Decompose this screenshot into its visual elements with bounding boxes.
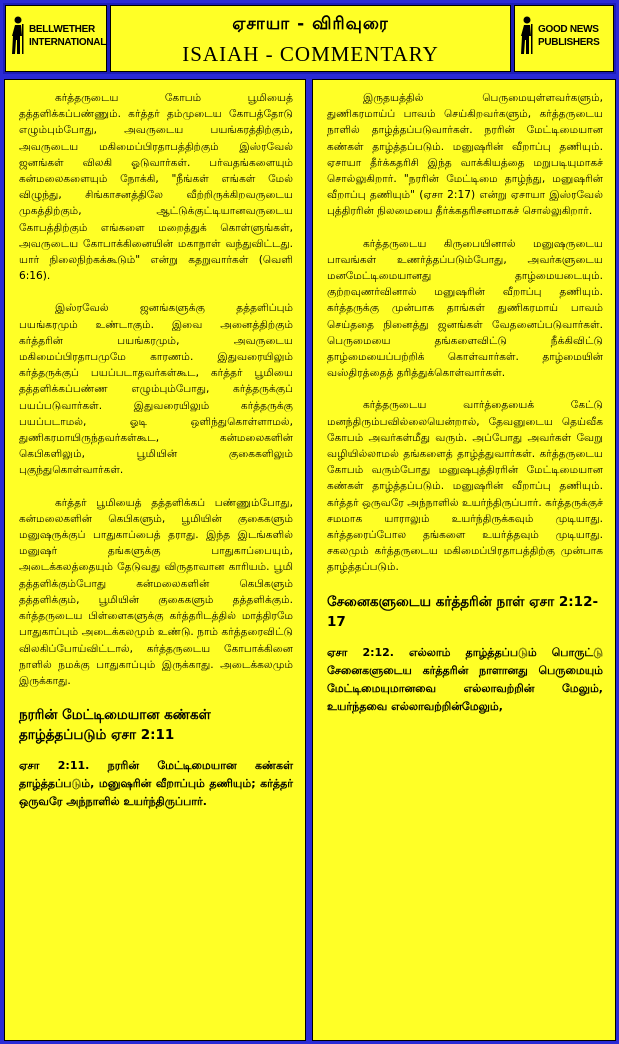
right-paragraph-2: கர்த்தருடைய கிருபையினால் மனுஷருடைய பாவங்கள் உணர்த்தப்படும்போது, அவர்களுடைய மனமேட்டிமையானது தாழ்மையடையும். குற்றவுணர்வினால் மனுஷரின் வீறாப்பு தணியும். கர்த்தருக்கு முன்பாக தாங்கள் துணிகரமாய் பாவம் செய்ததை நினைத்து ஜனங்கள் வேதனைப்படுவார்கள். பெருமையை தங்களைவிட்டு நீக்கிவிட்டு தாழ்மையைப்பற்றிக் கொள்வார்கள். தாழ்மையின் வஸ்திரத்தைத் தரித்துக்கொள்வார்கள். (327, 237, 603, 380)
left-paragraph-3: கர்த்தர் பூமியைத் தத்தளிக்கப் பண்ணும்போது, கன்மலைகளின் கெபிகளும், பூமியின் குகைகளும் மனுஷருக்குப் பாதுகாப்பைத் தராது. இந்த இடங்களில் மனுஷர் தங்களுக்கு பாதுகாப்பையும், அடைக்கலத்தையும் தேடுவது விருதாவான காரியம். பூமி தத்தளிக்கும்போது கன்மலைகளின் கெபிகளும் தத்தளிக்கும், பூமியின் குகைகளும் தத்தளிக்கும். கர்த்தருடைய பிள்ளைகளுக்கு கர்த்தரிடத்தில் மாத்திரமே பாதுகாப்பும் அடைக்கலமும் உண்டு. நாம் கர்த்தரைவிட்டு விலகிப்போய்விட்டால், கர்த்தருடைய கோபாக்கினை நாளில் நமக்கு பாதுகாப்பும் இருக்காது. அடைக்கலமும் இருக்காது. (19, 496, 293, 687)
logo-right-line2: PUBLISHERS (538, 37, 600, 48)
bellwether-logo (5, 5, 107, 72)
title-box (110, 5, 511, 72)
left-column (4, 79, 306, 1041)
section-heading-2-11: நரரின் மேட்டிமையான கண்கள் தாழ்த்தப்படும் ஏசா 2:11 (19, 707, 211, 744)
walking-figure-icon (10, 16, 26, 56)
logo-right-line1: GOOD NEWS (538, 24, 599, 35)
title-english: ISAIAH - COMMENTARY (182, 42, 439, 66)
right-paragraph-3: கர்த்தருடைய வார்த்தையைக் கேட்டு மனந்திரும்பவில்லையென்றால், தேவனுடைய தெய்வீக கோபம் அவர்கள்மீது வரும். அப்போது அவர்கள் வேறு வழியில்லாமல் தங்களைத் தாழ்த்துவார்கள். கர்த்தருடைய கோபம் வரும்போது மனுஷபுத்திரரின் மேட்டிமையான கண்கள் தாழ்த்தப்படும். மனுஷரின் வீறாப்பு தணியும். கர்த்தர் ஒருவரே அந்நாளில் உயர்ந்திருப்பார். கர்த்தருக்குச் சமமாக யாராலும் உயர்ந்திருக்கவும் முடியாது. கர்த்தரைப்போல தங்களை உயர்த்தவும் முடியாது. சகலமும் கர்த்தருடைய மகிமைப்பிரதாபத்திற்கு முன்பாக தாழ்த்தப்படும். (327, 399, 604, 574)
logo-left-line1: BELLWETHER (29, 24, 95, 35)
verse-2-12: ஏசா 2:12. எல்லாம் தாழ்த்தப்படும் பொருட்டு சேனைகளுடைய கர்த்தரின் நாளானது பெருமையும் மேட்டிமையுமானவை எல்லாவற்றின் மேலும், உயர்ந்தவை எல்லாவற்றின்மேலும், (327, 645, 603, 713)
right-paragraph-1: இருதயத்தில் பெருமையுள்ளவர்களும், துணிகரமாய்ப் பாவம் செய்கிறவர்களும், கர்த்தருடைய நாளில் தாழ்த்தப்படுவார்கள். நரரின் மேட்டிமையான கண்கள் தாழ்த்தப்படும். மனுஷரின் வீறாப்பு தணியும். ஏசாயா தீர்க்கதரிசி இந்த வாக்கியத்தை மறுபடியுமாகச் சொல்லுகிறார். "நரரின் மேட்டிமை தாழ்ந்து, மனுஷரின் வீறாப்பு தணியும்" (ஏசா 2:17) என்று ஏசாயா இஸ்ரவேல் புத்திரரின் நிலமையை தீர்க்கதரிசனமாகச் சொல்லுகிறார். (327, 92, 603, 218)
left-paragraph-2: இஸ்ரவேல் ஜனங்களுக்கு தத்தளிப்பும் பயங்கரமும் உண்டாகும். இவை அனைத்திற்கும் கர்த்தரின் பயங்கரமும், அவருடைய மகிமைப்பிரதாபமுமே காரணம். இதுவரையிலும் கர்த்தருக்குப் பயப்படாதவர்கள்கூட, கர்த்தர் பூமியை தத்தளிக்கப்பண்ண எழும்பும்போது, கர்த்தருக்குப் பயப்படுவார்கள். இதுவரையிலும் கர்த்தருக்கு பயப்படாமல், ஓடி ஒளிந்துகொள்ளாமல், துணிகரமாயிருந்தவர்கள்கூட, கன்மலைகளின் கெபிகளிலும், பூமியின் குகைகளிலும் புகுந்துகொள்வார்கள். (19, 302, 293, 477)
verse-2-11: ஏசா 2:11. நரரின் மேட்டிமையான கண்கள் தாழ்த்தப்படும், மனுஷரின் வீறாப்பும் தணியும்; கர்த்தர் ஒருவரே அந்நாளில் உயர்ந்திருப்பார். (19, 759, 293, 809)
right-column (312, 79, 616, 1041)
left-paragraph-1: கர்த்தருடைய கோபம் பூமியைத் தத்தளிக்கப்பண்ணும். கர்த்தர் தம்முடைய கோபத்தோடு எழும்பும்போது, அவருடைய பயங்கரத்திற்கும், அவருடைய மகிமைப்பிரதாபத்திற்கும் இஸ்ரவேல் ஜனங்கள் விலகி ஓடுவார்கள். பர்வதங்களையும் கன்மலைகளையும் நோக்கி, "நீங்கள் எங்கள் மேல் விழுந்து, சிங்காசனத்திலே வீற்றிருக்கிறவருடைய முகத்திற்கும், ஆட்டுக்குட்டியானவருடைய கோபத்திற்கும் எங்களை மறைத்துக் கொள்ளுங்கள், அவருடைய கோபாக்கினையின் மகாநாள் வந்துவிட்டது. யார் நிலைநிற்கக்கூடும்" என்று கதறுவார்கள் (வெளி 6:16). (19, 92, 293, 283)
logo-left-line2: INTERNATIONAL (29, 37, 107, 48)
good-news-logo (514, 5, 614, 72)
section-heading-2-12: சேனைகளுடைய கர்த்தரின் நாள் ஏசா 2:12-17 (327, 593, 599, 630)
walking-figure-icon (519, 16, 535, 56)
page-header (3, 3, 616, 74)
title-tamil: ஏசாயா - விரிவுரை (232, 14, 389, 34)
